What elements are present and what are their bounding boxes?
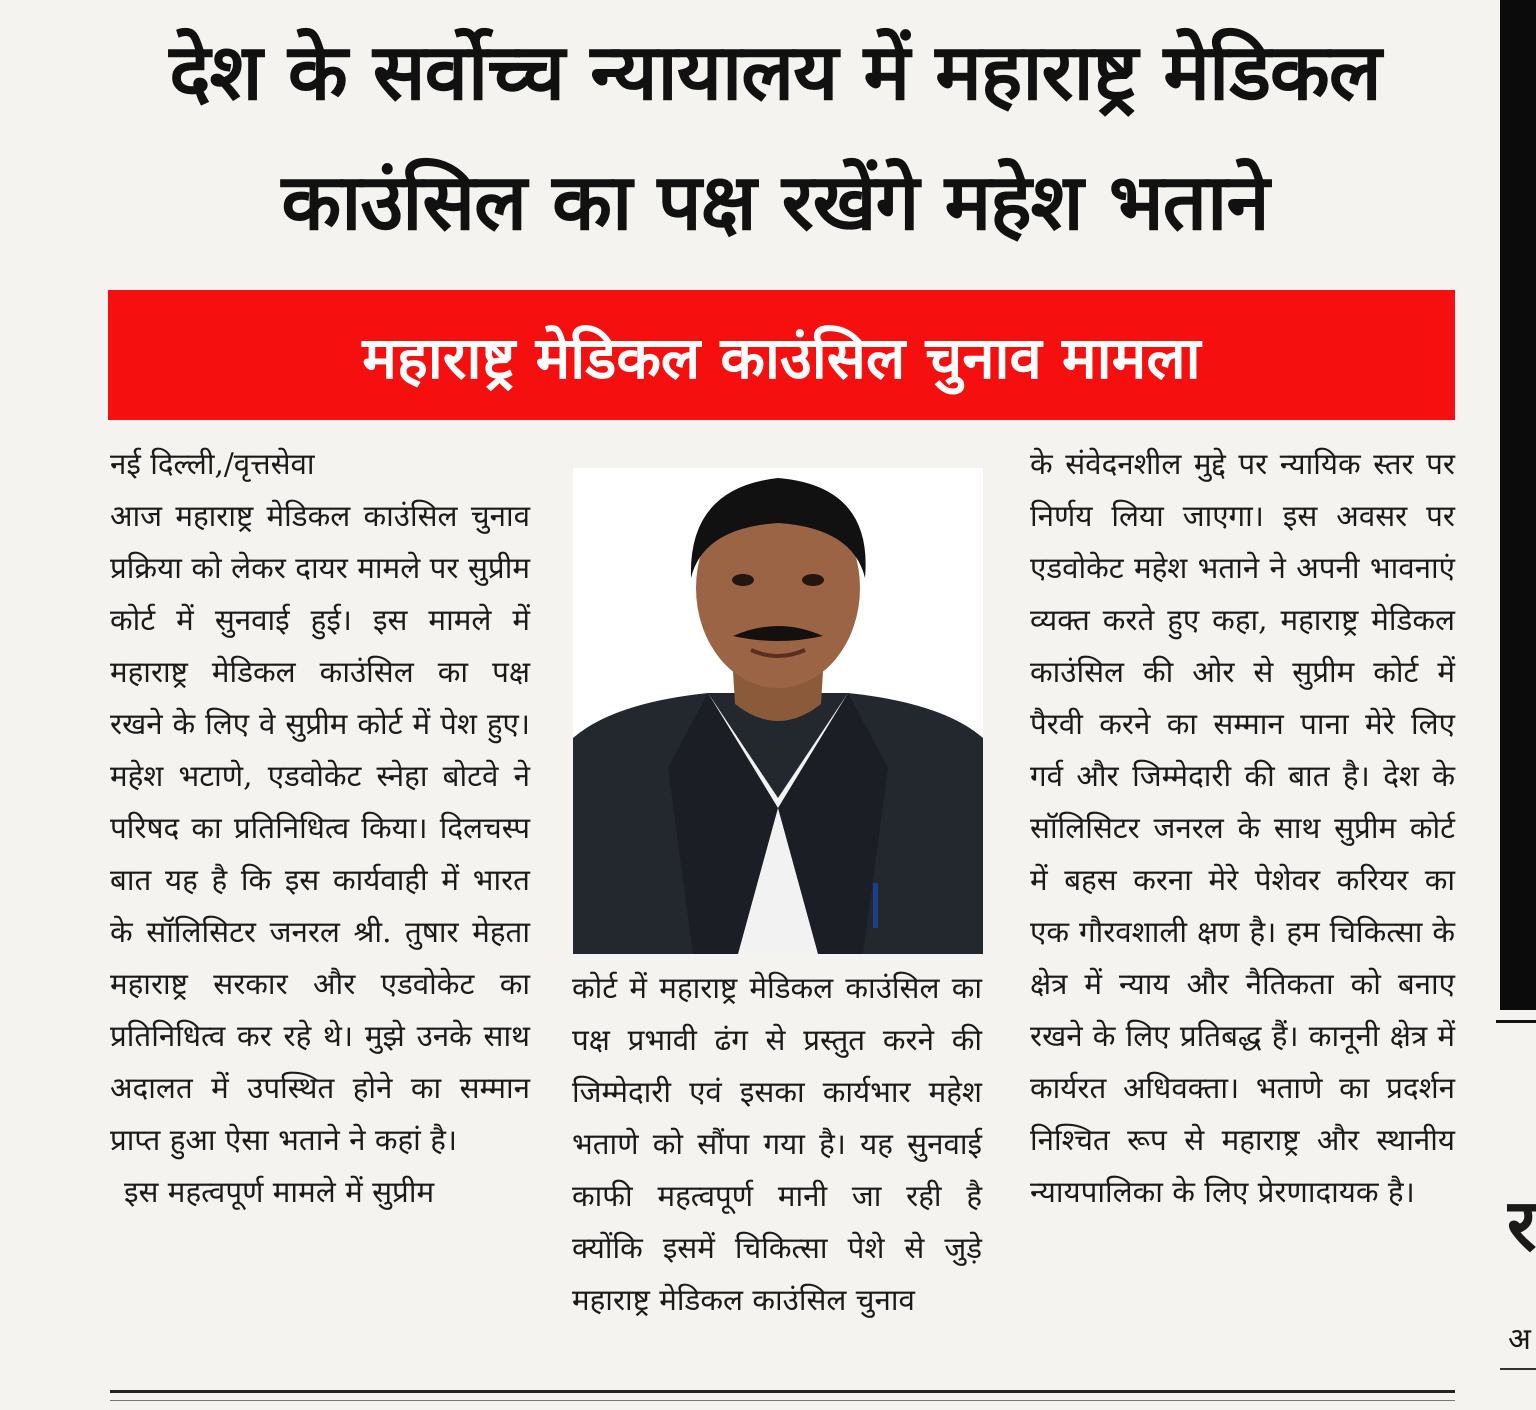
article-column-middle (572, 962, 982, 1326)
portrait-photo (573, 468, 983, 954)
adjacent-text-fragment: अ (1508, 1322, 1531, 1357)
article-paragraph-1: आज महाराष्ट्र मेडिकल काउंसिल चुनाव प्रक्रिया को लेकर दायर मामले पर सुप्रीम कोर्ट में सुनवाई हुई। इस मामले में महाराष्ट्र मेडिकल काउंसिल का पक्ष रखने के लिए वे सुप्रीम कोर्ट में पेश हुए। महेश भटाणे, एडवोकेट स्नेहा बोटवे ने परिषद का प्रतिनिधित्व किया। दिलचस्प बात यह है कि इस कार्यवाही में भारत के सॉलिसिटर जनरल श्री. तुषार मेहता महाराष्ट्र सरकार और एडवोकेट का प्रतिनिधित्व कर रहे थे। मुझे उनके साथ अदालत में उपस्थित होने का सम्मान प्राप्त हुआ ऐसा भताने ने कहां है। (110, 499, 530, 1157)
portrait-illustration (573, 468, 983, 954)
subheading-banner (108, 290, 1455, 420)
adjacent-rule (1500, 1368, 1536, 1370)
article-column-left (110, 438, 530, 1218)
adjacent-column-edge (1500, 0, 1536, 1010)
headline (60, 8, 1490, 268)
adjacent-column-rule (1496, 1020, 1536, 1023)
article-column-right (1030, 438, 1455, 1218)
headline-line-1: देश के सर्वोच्च न्यायालय में महाराष्ट्र मेडिकल (169, 28, 1381, 118)
subheading-text: महाराष्ट्र मेडिकल काउंसिल चुनाव मामला (362, 323, 1201, 392)
bottom-rule (110, 1390, 1455, 1393)
article-paragraph-2: इस महत्वपूर्ण मामले में सुप्रीम (124, 1175, 435, 1209)
headline-line-2: काउंसिल का पक्ष रखेंगे महेश भताने (281, 158, 1269, 248)
article-paragraph-3: कोर्ट में महाराष्ट्र मेडिकल काउंसिल का पक्ष प्रभावी ढंग से प्रस्तुत करने की जिम्मेदारी एवं इसका कार्यभार महेश भताणे को सौंपा गया है। यह सुनवाई काफी महत्वपूर्ण मानी जा रही है क्योंकि इसमें चिकित्सा पेशे से जुड़े महाराष्ट्र मेडिकल काउंसिल चुनाव (572, 971, 982, 1317)
bottom-rule-thin (110, 1400, 1455, 1401)
dateline: नई दिल्ली,/वृत्तसेवा (110, 447, 315, 481)
adjacent-heading-fragment: र (1507, 1183, 1536, 1267)
article-paragraph-4: के संवेदनशील मुद्दे पर न्यायिक स्तर पर निर्णय लिया जाएगा। इस अवसर पर एडवोकेट महेश भताने ने अपनी भावनाएं व्यक्त करते हुए कहा, महाराष्ट्र मेडिकल काउंसिल की ओर से सुप्रीम कोर्ट में पैरवी करने का सम्मान पाना मेरे लिए गर्व और जिम्मेदारी की बात है। देश के सॉलिसिटर जनरल के साथ सुप्रीम कोर्ट में बहस करना मेरे पेशेवर करियर का एक गौरवशाली क्षण है। हम चिकित्सा के क्षेत्र में न्याय और नैतिकता को बनाए रखने के लिए प्रतिबद्ध हैं। कानूनी क्षेत्र में कार्यरत अधिवक्ता। भताणे का प्रदर्शन निश्चित रूप से महाराष्ट्र और स्थानीय न्यायपालिका के लिए प्रेरणादायक है। (1030, 447, 1455, 1209)
